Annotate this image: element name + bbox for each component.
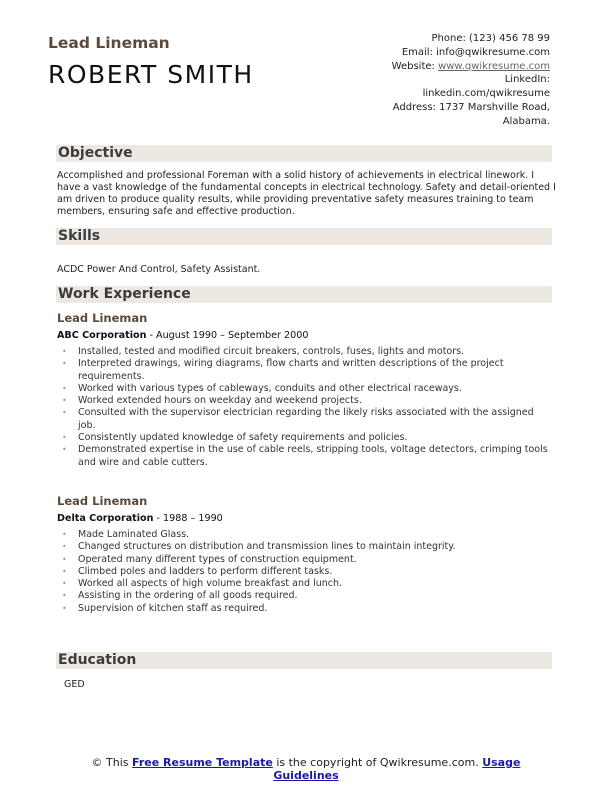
list-item: • Worked all aspects of high volume breakfast and lunch. bbox=[62, 578, 552, 590]
education-text: GED bbox=[64, 679, 85, 690]
list-item: • Made Laminated Glass. bbox=[62, 529, 552, 541]
list-item: • Changed structures on distribution and transmission lines to maintain integrity. bbox=[62, 541, 552, 553]
website bbox=[330, 60, 550, 74]
address-line1: Address: 1737 Marshville Road, bbox=[392, 101, 550, 113]
footer-prefix: © This bbox=[91, 756, 133, 769]
linkedin-label: LinkedIn: bbox=[504, 74, 550, 86]
phone: Phone: (123) 456 78 99 bbox=[431, 33, 550, 44]
list-item: • Assisting in the ordering of all goods required. bbox=[62, 590, 552, 602]
contact-info bbox=[330, 32, 550, 129]
objective-text: Accomplished and professional Foreman with a solid history of achievements in electrical linework. I have a vast knowledge of the fundamental concepts in electrical technology. Safety and detail-oriented I am driven to produce quality results, while providing preventative safety measures training to team members, ensuring safe and effective production. bbox=[57, 170, 556, 217]
website-link[interactable]: www.qwikresume.com bbox=[438, 60, 550, 72]
footer bbox=[0, 756, 612, 782]
job-company-line bbox=[57, 330, 308, 341]
list-item: • Consistently updated knowledge of safety requirements and policies. bbox=[62, 432, 552, 444]
usage-guidelines-link[interactable]: Usage Guidelines bbox=[273, 756, 521, 782]
company-name: ABC Corporation bbox=[57, 330, 147, 341]
job-company-line bbox=[57, 513, 223, 524]
work-experience-heading: Work Experience bbox=[56, 286, 552, 303]
list-item: • Interpreted drawings, wiring diagrams, flow charts and written descriptions of the project requirements. bbox=[62, 358, 552, 383]
education-heading: Education bbox=[56, 652, 552, 669]
list-item: • Supervision of kitchen staff as required. bbox=[62, 603, 552, 615]
job-role: Lead Lineman bbox=[57, 311, 148, 325]
list-item: • Demonstrated expertise in the use of cable reels, stripping tools, voltage detectors, crimping tools and wire and cable cutters. bbox=[62, 444, 552, 469]
skills-heading: Skills bbox=[56, 228, 552, 245]
address-line2: Alabama. bbox=[502, 115, 550, 127]
objective-heading: Objective bbox=[56, 145, 552, 162]
list-item: • Worked extended hours on weekday and weekend projects. bbox=[62, 395, 552, 407]
candidate-name: ROBERT SMITH bbox=[48, 60, 254, 89]
free-resume-template-link[interactable]: Free Resume Template bbox=[132, 756, 273, 769]
job-role: Lead Lineman bbox=[57, 494, 148, 508]
website-label: Website: bbox=[391, 60, 439, 72]
list-item: • Installed, tested and modified circuit breakers, controls, fuses, lights and motors. bbox=[62, 346, 552, 358]
list-item: • Worked with various types of cableways, conduits and other electrical raceways. bbox=[62, 383, 552, 395]
job-bullets bbox=[62, 529, 552, 615]
job-bullets bbox=[62, 346, 552, 469]
list-item: • Operated many different types of construction equipment. bbox=[62, 554, 552, 566]
footer-middle: is the copyright of Qwikresume.com. bbox=[272, 756, 483, 769]
list-item: • Climbed poles and ladders to perform different tasks. bbox=[62, 566, 552, 578]
email: Email: info@qwikresume.com bbox=[401, 46, 550, 58]
job-title: Lead Lineman bbox=[48, 34, 170, 52]
skills-text: ACDC Power And Control, Safety Assistant. bbox=[57, 264, 261, 275]
linkedin: linkedin.com/qwikresume bbox=[422, 88, 550, 100]
job-dates: - 1988 – 1990 bbox=[153, 513, 223, 524]
job-dates: - August 1990 – September 2000 bbox=[146, 330, 309, 341]
list-item: • Consulted with the supervisor electrician regarding the likely risks associated with the assigned job. bbox=[62, 407, 552, 432]
company-name: Delta Corporation bbox=[57, 513, 154, 524]
